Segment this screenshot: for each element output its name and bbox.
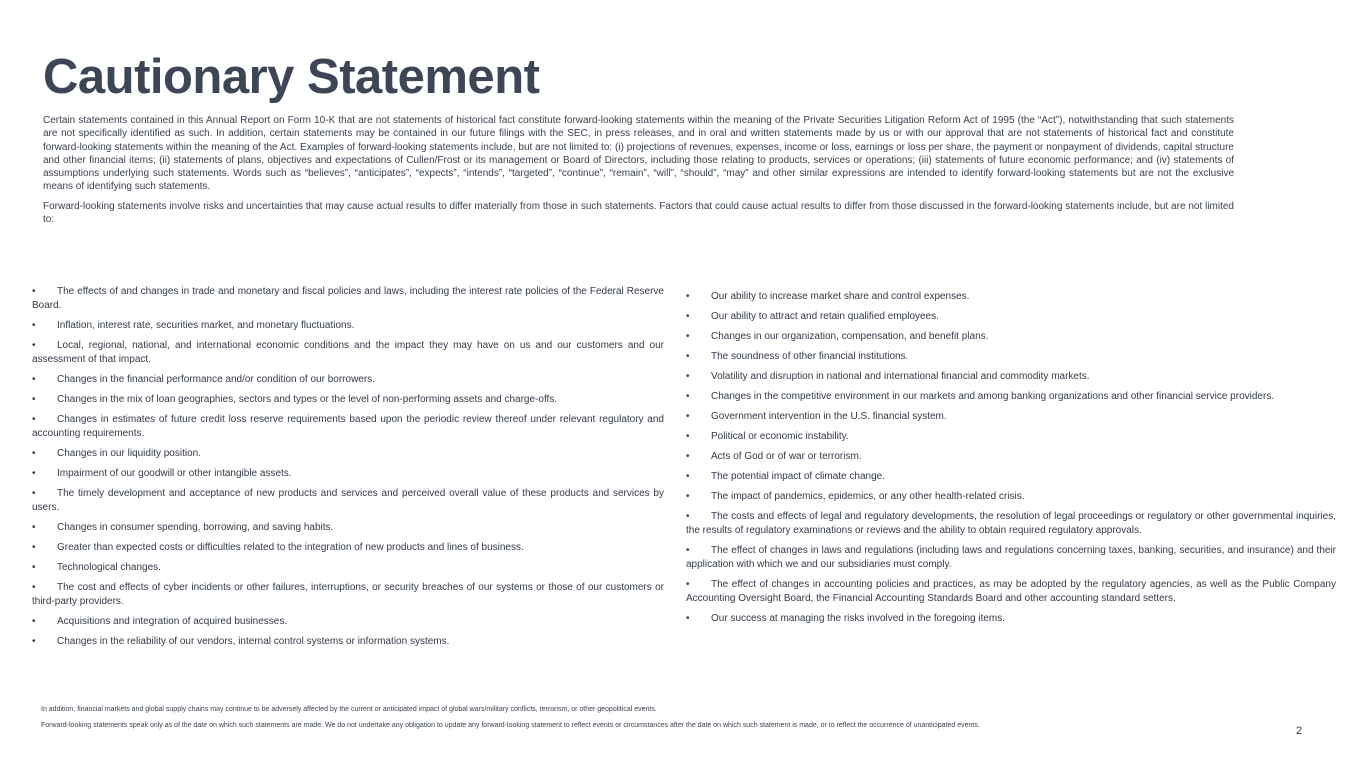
bullet-icon: •	[32, 448, 36, 459]
bullet-item	[686, 450, 1336, 464]
bullet-text: The impact of pandemics, epidemics, or any other health-related crisis.	[711, 491, 1025, 502]
footnote: Forward-looking statements speak only as of the date on which such statements are made. We do not undertake any obligation to update any forward-looking statement to reflect events or circumstances after the date on which such statement is made, or to reflect the occurrence of unanticipated events.	[41, 722, 980, 729]
bullet-icon: •	[32, 542, 36, 553]
bullet-text: The effect of changes in accounting policies and practices, as may be adopted by the regulatory agencies, as well as the Public Company Accounting Oversight Board, the Financial Accounting Standards Board and other accounting standard setters.	[686, 579, 1336, 604]
bullet-text: Changes in consumer spending, borrowing, and saving habits.	[57, 522, 334, 533]
bullet-item	[32, 393, 664, 407]
bullet-text: Our ability to attract and retain qualified employees.	[711, 311, 939, 322]
bullet-item	[686, 310, 1336, 324]
bullet-icon: •	[686, 511, 690, 522]
bullet-item	[32, 413, 664, 441]
bullet-icon: •	[32, 394, 36, 405]
bullet-icon: •	[686, 331, 690, 342]
bullet-text: Inflation, interest rate, securities market, and monetary fluctuations.	[57, 320, 355, 331]
bullet-icon: •	[32, 616, 36, 627]
intro-text	[43, 114, 1234, 232]
bullet-item	[32, 561, 664, 575]
page-title: Cautionary Statement	[43, 50, 540, 104]
bullet-text: Our success at managing the risks involved in the foregoing items.	[711, 613, 1006, 624]
bullet-item	[32, 635, 664, 649]
bullet-item	[32, 521, 664, 535]
bullet-icon: •	[686, 451, 690, 462]
bullet-text: Government intervention in the U.S. financial system.	[711, 411, 947, 422]
bullet-text: Technological changes.	[57, 562, 161, 573]
bullet-text: Acquisitions and integration of acquired businesses.	[57, 616, 288, 627]
bullet-item	[686, 370, 1336, 384]
bullet-text: The potential impact of climate change.	[711, 471, 885, 482]
bullet-text: The costs and effects of legal and regulatory developments, the resolution of legal proceedings or regulatory or other governmental inquiries, the results of regulatory examinations or reviews and the ability to obtain required regulatory approvals.	[686, 511, 1336, 536]
bullet-text: Political or economic instability.	[711, 431, 849, 442]
bullet-item	[686, 470, 1336, 484]
bullet-icon: •	[686, 411, 690, 422]
bullet-text: The effects of and changes in trade and monetary and fiscal policies and laws, including the interest rate policies of the Federal Reserve Board.	[32, 286, 664, 311]
bullet-item	[32, 541, 664, 555]
risk-factors-left-column	[32, 285, 664, 649]
bullet-icon: •	[32, 488, 36, 499]
bullet-icon: •	[32, 468, 36, 479]
bullet-text: Changes in the mix of loan geographies, sectors and types or the level of non-performing assets and charge-offs.	[57, 394, 558, 405]
bullet-item	[32, 447, 664, 461]
bullet-icon: •	[686, 391, 690, 402]
bullet-icon: •	[32, 522, 36, 533]
bullet-text: Changes in estimates of future credit loss reserve requirements based upon the periodic review thereof under relevant regulatory and accounting requirements.	[32, 414, 664, 439]
bullet-icon: •	[686, 431, 690, 442]
footnote: In addition, financial markets and global supply chains may continue to be adversely affected by the current or anticipated impact of global wars/military conflicts, terrorism, or other geopolitical events.	[41, 706, 657, 713]
bullet-icon: •	[32, 374, 36, 385]
bullet-text: Acts of God or of war or terrorism.	[711, 451, 862, 462]
intro-paragraph: Forward-looking statements involve risks and uncertainties that may cause actual results to differ materially from those in such statements. Factors that could cause actual results to differ from those discussed in the forward-looking statements include, but are not limited to:	[43, 200, 1234, 226]
bullet-icon: •	[686, 579, 690, 590]
bullet-item	[686, 544, 1336, 572]
bullet-icon: •	[686, 471, 690, 482]
footnotes	[41, 705, 1281, 737]
bullet-item	[686, 390, 1336, 404]
bullet-item	[32, 467, 664, 481]
bullet-item	[32, 487, 664, 515]
bullet-item	[686, 612, 1336, 626]
bullet-text: The cost and effects of cyber incidents or other failures, interruptions, or security breaches of our systems or those of our customers or third-party providers.	[32, 582, 664, 607]
bullet-item	[32, 319, 664, 333]
bullet-item	[686, 510, 1336, 538]
bullet-item	[686, 430, 1336, 444]
bullet-icon: •	[32, 582, 36, 593]
bullet-item	[686, 490, 1336, 504]
intro-paragraph: Certain statements contained in this Annual Report on Form 10-K that are not statements of historical fact constitute forward-looking statements within the meaning of the Private Securities Litigation Reform Act of 1995 (the “Act”), notwithstanding that such statements are not specifically identified as such. In addition, certain statements may be contained in our future filings with the SEC, in press releases, and in oral and written statements made by us or with our approval that are not statements of historical fact and constitute forward-looking statements within the meaning of the Act. Examples of forward-looking statements include, but are not limited to: (i) projections of revenues, expenses, income or loss, earnings or loss per share, the payment or nonpayment of dividends, capital structure and other financial items; (ii) statements of plans, objectives and expectations of Cullen/Frost or its management or Board of Directors, including those relating to products, services or operations; (iii) statements of future economic performance; and (iv) statements of assumptions underlying such statements. Words such as “believes”, “anticipates”, “expects”, “intends”, “targeted”, “continue”, “remain”, “will”, “should”, “may” and other similar expressions are intended to identify forward-looking statements but are not the exclusive means of identifying such statements.	[43, 115, 1234, 193]
bullet-text: Our ability to increase market share and control expenses.	[711, 291, 970, 302]
bullet-text: Impairment of our goodwill or other intangible assets.	[57, 468, 292, 479]
bullet-text: Volatility and disruption in national and international financial and commodity markets.	[711, 371, 1090, 382]
bullet-item	[32, 285, 664, 313]
bullet-icon: •	[32, 320, 36, 331]
bullet-text: The soundness of other financial institutions.	[711, 351, 909, 362]
bullet-item	[686, 290, 1336, 304]
bullet-text: Local, regional, national, and international economic conditions and the impact they may have on us and our customers and our assessment of that impact.	[32, 340, 664, 365]
bullet-item	[686, 330, 1336, 344]
bullet-text: Greater than expected costs or difficulties related to the integration of new products and lines of business.	[57, 542, 524, 553]
risk-factors-right-column	[686, 290, 1336, 626]
bullet-item	[32, 615, 664, 629]
bullet-item	[686, 410, 1336, 424]
bullet-icon: •	[686, 311, 690, 322]
bullet-text: Changes in the competitive environment in our markets and among banking organizations and other financial service providers.	[711, 391, 1275, 402]
bullet-icon: •	[686, 371, 690, 382]
bullet-icon: •	[686, 351, 690, 362]
page-number: 2	[1296, 725, 1303, 737]
bullet-text: The effect of changes in laws and regulations (including laws and regulations concerning taxes, banking, securities, and insurance) and their application with which we and our subsidiaries must comply.	[686, 545, 1336, 570]
bullet-icon: •	[32, 562, 36, 573]
bullet-icon: •	[686, 545, 690, 556]
bullet-icon: •	[686, 491, 690, 502]
bullet-item	[32, 339, 664, 367]
bullet-text: Changes in the financial performance and/or condition of our borrowers.	[57, 374, 375, 385]
bullet-icon: •	[32, 636, 36, 647]
bullet-item	[686, 350, 1336, 364]
bullet-icon: •	[32, 414, 36, 425]
bullet-icon: •	[686, 291, 690, 302]
bullet-icon: •	[686, 613, 690, 624]
bullet-icon: •	[32, 340, 36, 351]
bullet-text: The timely development and acceptance of new products and services and perceived overall value of these products and services by users.	[32, 488, 664, 513]
bullet-item	[32, 581, 664, 609]
bullet-text: Changes in our organization, compensation, and benefit plans.	[711, 331, 989, 342]
bullet-text: Changes in our liquidity position.	[57, 448, 201, 459]
bullet-item	[32, 373, 664, 387]
bullet-item	[686, 578, 1336, 606]
bullet-icon: •	[32, 286, 36, 297]
bullet-text: Changes in the reliability of our vendors, internal control systems or information systems.	[57, 636, 450, 647]
